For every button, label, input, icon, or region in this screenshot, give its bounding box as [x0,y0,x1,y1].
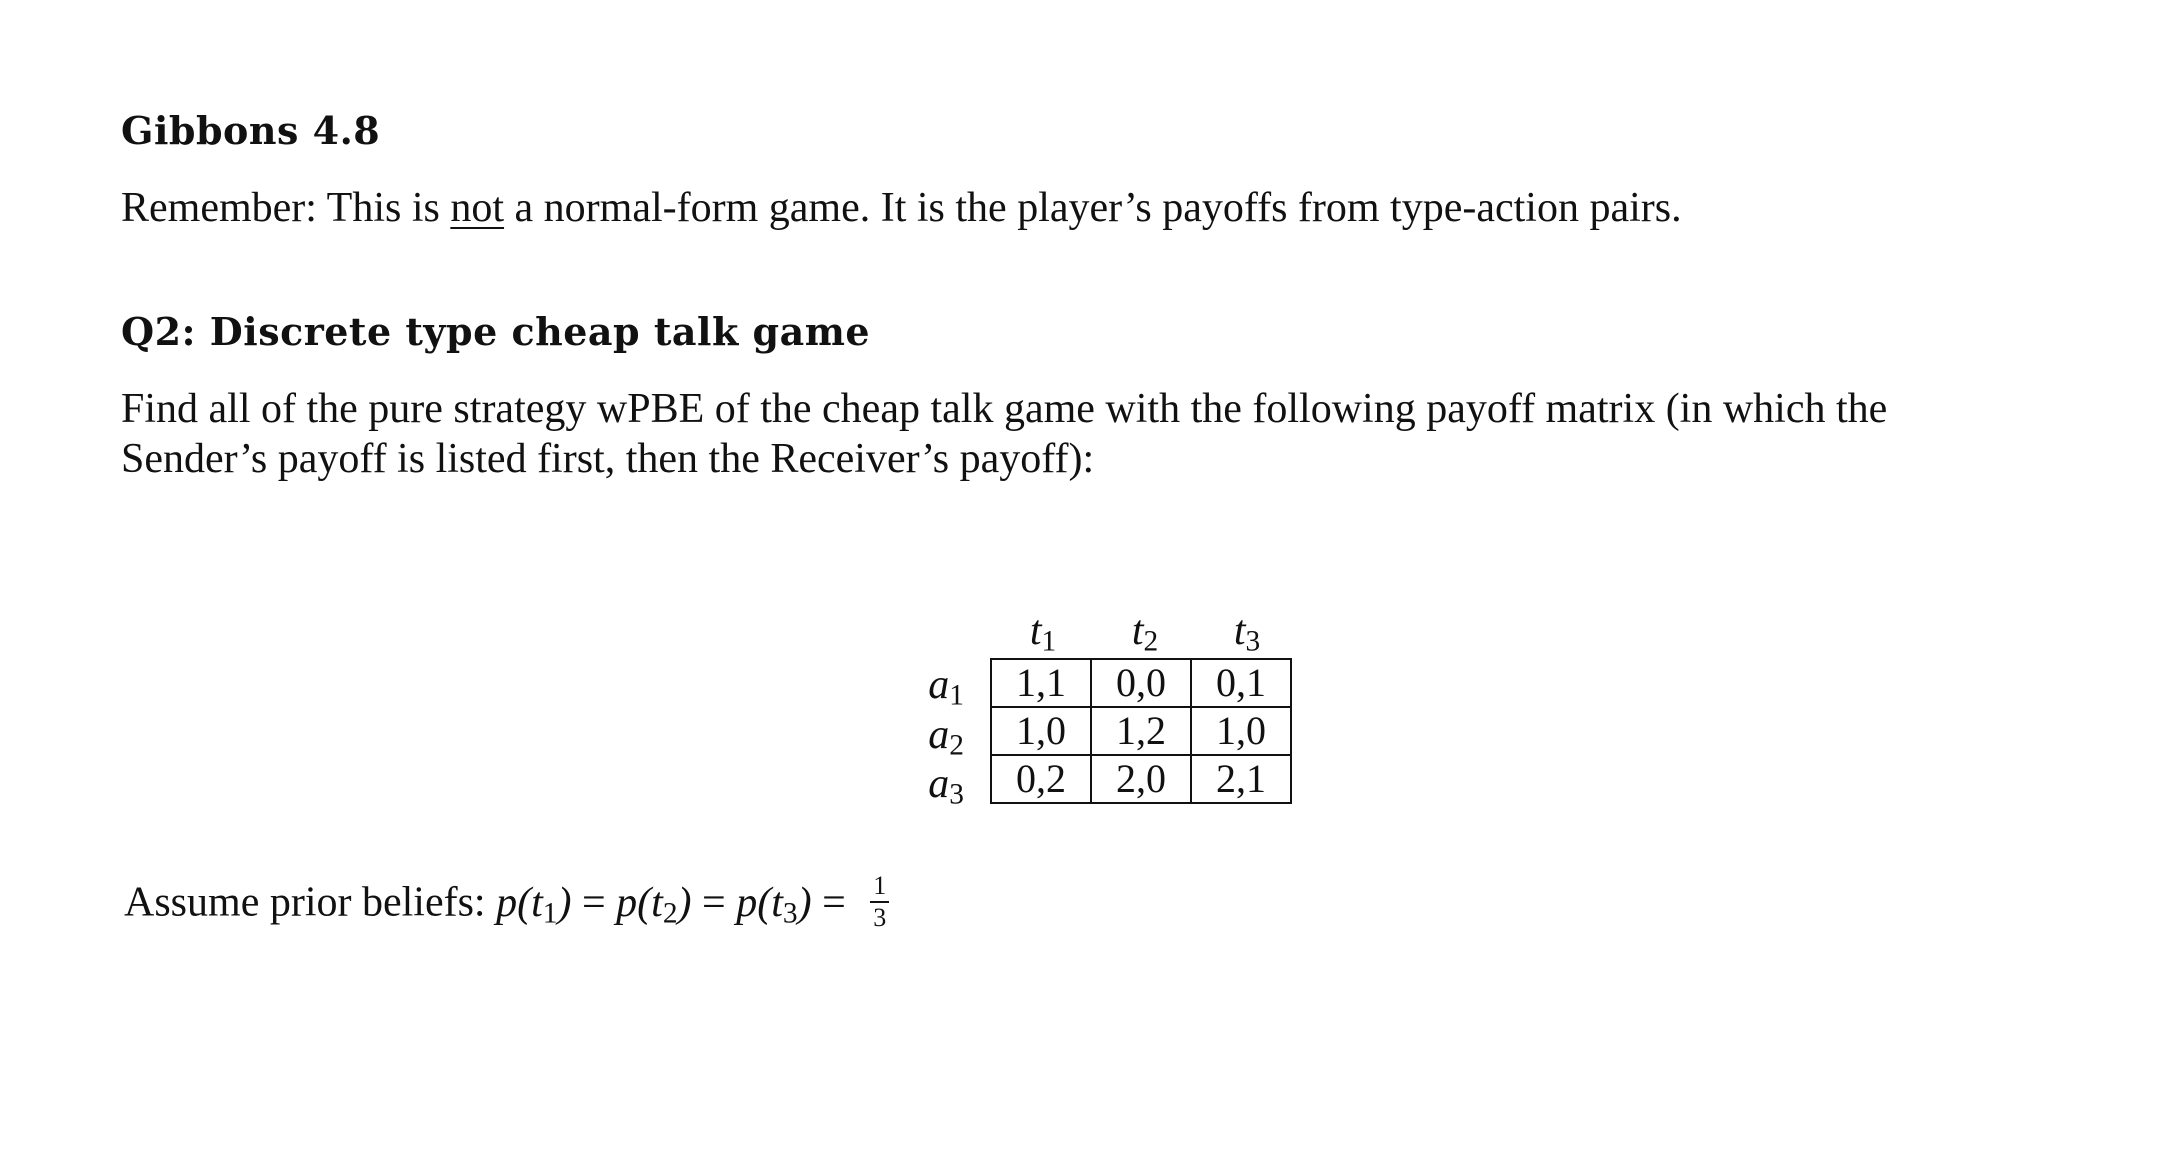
column-header-t1: $t_1$ [1029,608,1057,658]
row-header-a2: $a_2$ [928,712,964,762]
payoff-cell: 1,2 [1091,707,1191,755]
remember-note [121,183,1682,233]
question-text [121,384,1887,484]
prior-fraction: $\frac{1}{3}$ [870,873,889,931]
row-header-a1: $a_1$ [928,662,964,712]
payoff-cell: 2,1 [1191,755,1291,803]
question-line-1: Find all of the pure strategy wPBE of the cheap talk game with the following payoff matrix (in which the [121,386,1888,432]
payoff-cell: 1,1 [991,659,1091,707]
section-title-q2: Q2: Discrete type cheap talk game [121,309,871,354]
matrix-row-a3 [991,755,1291,803]
prior-equation: $p(t_1) = p(t_2) = p(t_3)$ = [496,879,857,930]
payoff-cell: 0,1 [1191,659,1291,707]
remember-emphasis-not: not [450,185,505,231]
question-line-2: Sender’s payoff is listed first, then the Receiver’s payoff): [121,436,1095,482]
prior-beliefs [124,871,889,935]
column-header-t3: $t_3$ [1233,608,1261,658]
payoff-matrix [990,658,1292,804]
payoff-cell: 0,2 [991,755,1091,803]
prior-label: Assume prior beliefs: [124,879,497,926]
payoff-cell: 0,0 [1091,659,1191,707]
remember-text-after: a normal-form game. It is the player’s payoffs from type-action pairs. [504,185,1682,231]
remember-text-before: Remember: This is [121,185,451,231]
payoff-cell: 1,0 [991,707,1091,755]
matrix-row-a1 [991,659,1291,707]
matrix-row-a2 [991,707,1291,755]
column-header-t2: $t_2$ [1131,608,1159,658]
section-title-gibbons: Gibbons 4.8 [121,108,381,153]
payoff-cell: 2,0 [1091,755,1191,803]
row-header-a3: $a_3$ [928,761,964,811]
payoff-cell: 1,0 [1191,707,1291,755]
